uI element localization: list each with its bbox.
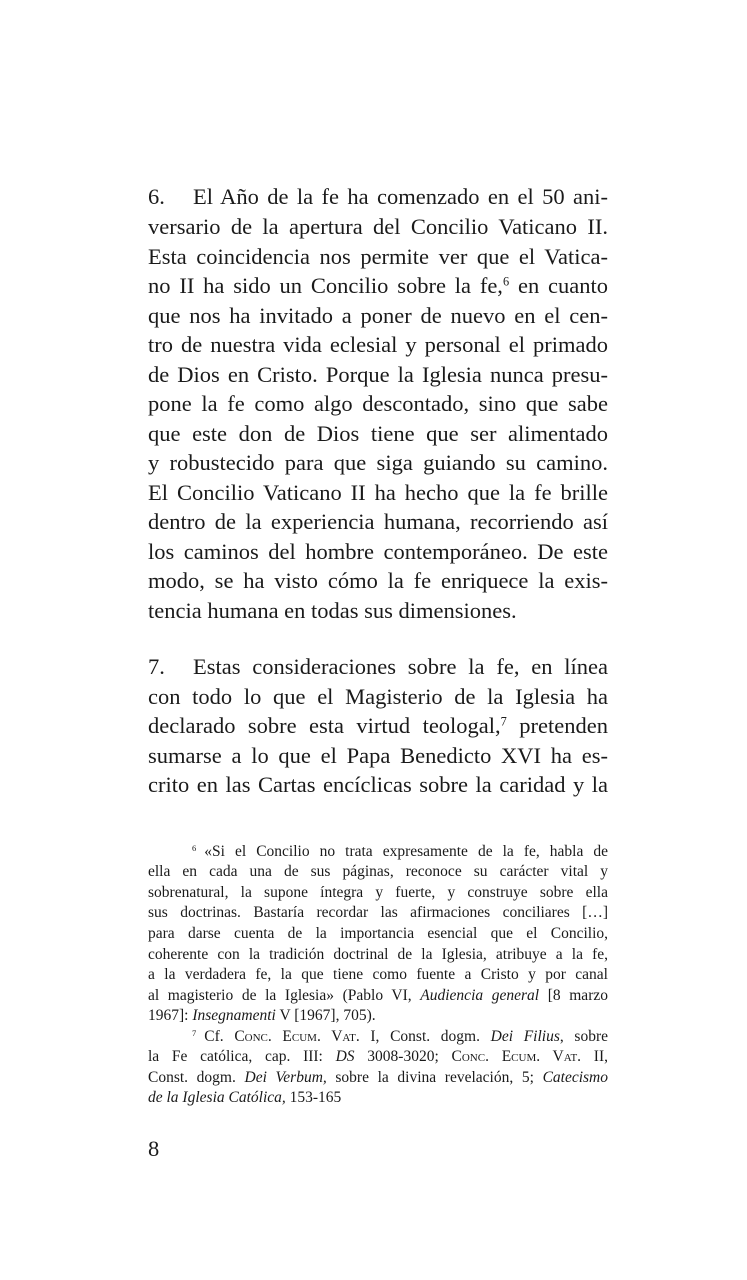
footnote-6-line: sus doctrinas. Bastaría recordar las afirmaciones conciliares […]: [148, 904, 608, 921]
paragraph-line: Esta coincidencia nos permite ver que el Vatica-: [148, 244, 608, 269]
paragraph-line: pone la fe como algo descontado, sino que sabe: [148, 391, 608, 416]
footnote-6-line: coherente con la tradición doctrinal de la Iglesia, atribuye a la fe,: [148, 946, 608, 963]
paragraph-line: con todo lo que el Magisterio de la Iglesia ha: [148, 684, 608, 709]
paragraph-line: que este don de Dios tiene que ser alimentado: [148, 421, 608, 446]
page-number: 8: [148, 1136, 160, 1161]
paragraph-line: declarado sobre esta virtud teologal,$^7$ pretenden: [148, 713, 608, 738]
footnote-marker-6: 6: [192, 842, 197, 853]
footnote-6-line: para darse cuenta de la importancia esencial que el Concilio,: [148, 925, 608, 942]
paragraph-line: crito en las Cartas encíclicas sobre la caridad y la: [148, 772, 608, 797]
footnote-6-line: $^6$ «Si el Concilio no trata expresamente de la fe, habla de: [192, 842, 608, 860]
footnote-marker-7: 7: [192, 1027, 197, 1038]
footnote-7-line: $^7$ Cf. Conc. Ecum. Vat. I, Const. dogm. Dei Filius, sobre: [192, 1027, 608, 1045]
paragraph-line: 6. El Año de la fe ha comenzado en el 50 ani-: [148, 182, 608, 212]
paragraph-line: no II ha sido un Concilio sobre la fe,$^6$ en cuanto: [148, 273, 608, 298]
footnote-7-line: de la Iglesia Católica, 153-165: [148, 1089, 342, 1106]
footnote-7-line: la Fe católica, cap. III: DS 3008-3020; Conc. Ecum. Vat. II,: [148, 1048, 608, 1065]
footnote-6-line: al magisterio de la Iglesia» (Pablo VI, Audiencia general [8 marzo: [148, 987, 608, 1004]
footnote-7-line: Const. dogm. Dei Verbum, sobre la divina revelación, 5; Catecismo: [148, 1069, 608, 1086]
paragraph-number: 6.: [148, 184, 165, 209]
paragraph-line: de Dios en Cristo. Porque la Iglesia nunca presu-: [148, 362, 608, 387]
paragraph-number: 7.: [148, 654, 165, 679]
paragraph-line: y robustecido para que siga guiando su camino.: [148, 450, 608, 475]
paragraph-line: El Concilio Vaticano II ha hecho que la fe brille: [148, 480, 608, 505]
paragraph-line: 7. Estas consideraciones sobre la fe, en línea: [148, 652, 608, 682]
footnote-ref-6[interactable]: 6: [502, 274, 510, 289]
footnote-6-line: a la verdadera fe, la que tiene como fuente a Cristo y por canal: [148, 966, 608, 983]
paragraph-line: sumarse a lo que el Papa Benedicto XVI ha es-: [148, 743, 608, 768]
paragraph-line: los caminos del hombre contemporáneo. De este: [148, 539, 608, 564]
footnote-6-line: sobrenatural, la supone íntegra y fuerte, y construye sobre ella: [148, 884, 608, 901]
paragraph-line: versario de la apertura del Concilio Vaticano II.: [148, 214, 608, 239]
paragraph-line: tro de nuestra vida eclesial y personal el primado: [148, 332, 608, 357]
footnote-6-line: ella en cada una de sus páginas, reconoce su carácter vital y: [148, 863, 608, 880]
paragraph-line: dentro de la experiencia humana, recorriendo así: [148, 509, 608, 534]
paragraph-line: que nos ha invitado a poner de nuevo en el cen-: [148, 303, 608, 328]
footnote-ref-7[interactable]: 7: [500, 714, 507, 729]
paragraph-line: modo, se ha visto cómo la fe enriquece la exis-: [148, 568, 608, 593]
paragraph-line: tencia humana en todas sus dimensiones.: [148, 598, 517, 623]
footnote-6-line: 1967]: Insegnamenti V [1967], 705).: [148, 1007, 376, 1024]
